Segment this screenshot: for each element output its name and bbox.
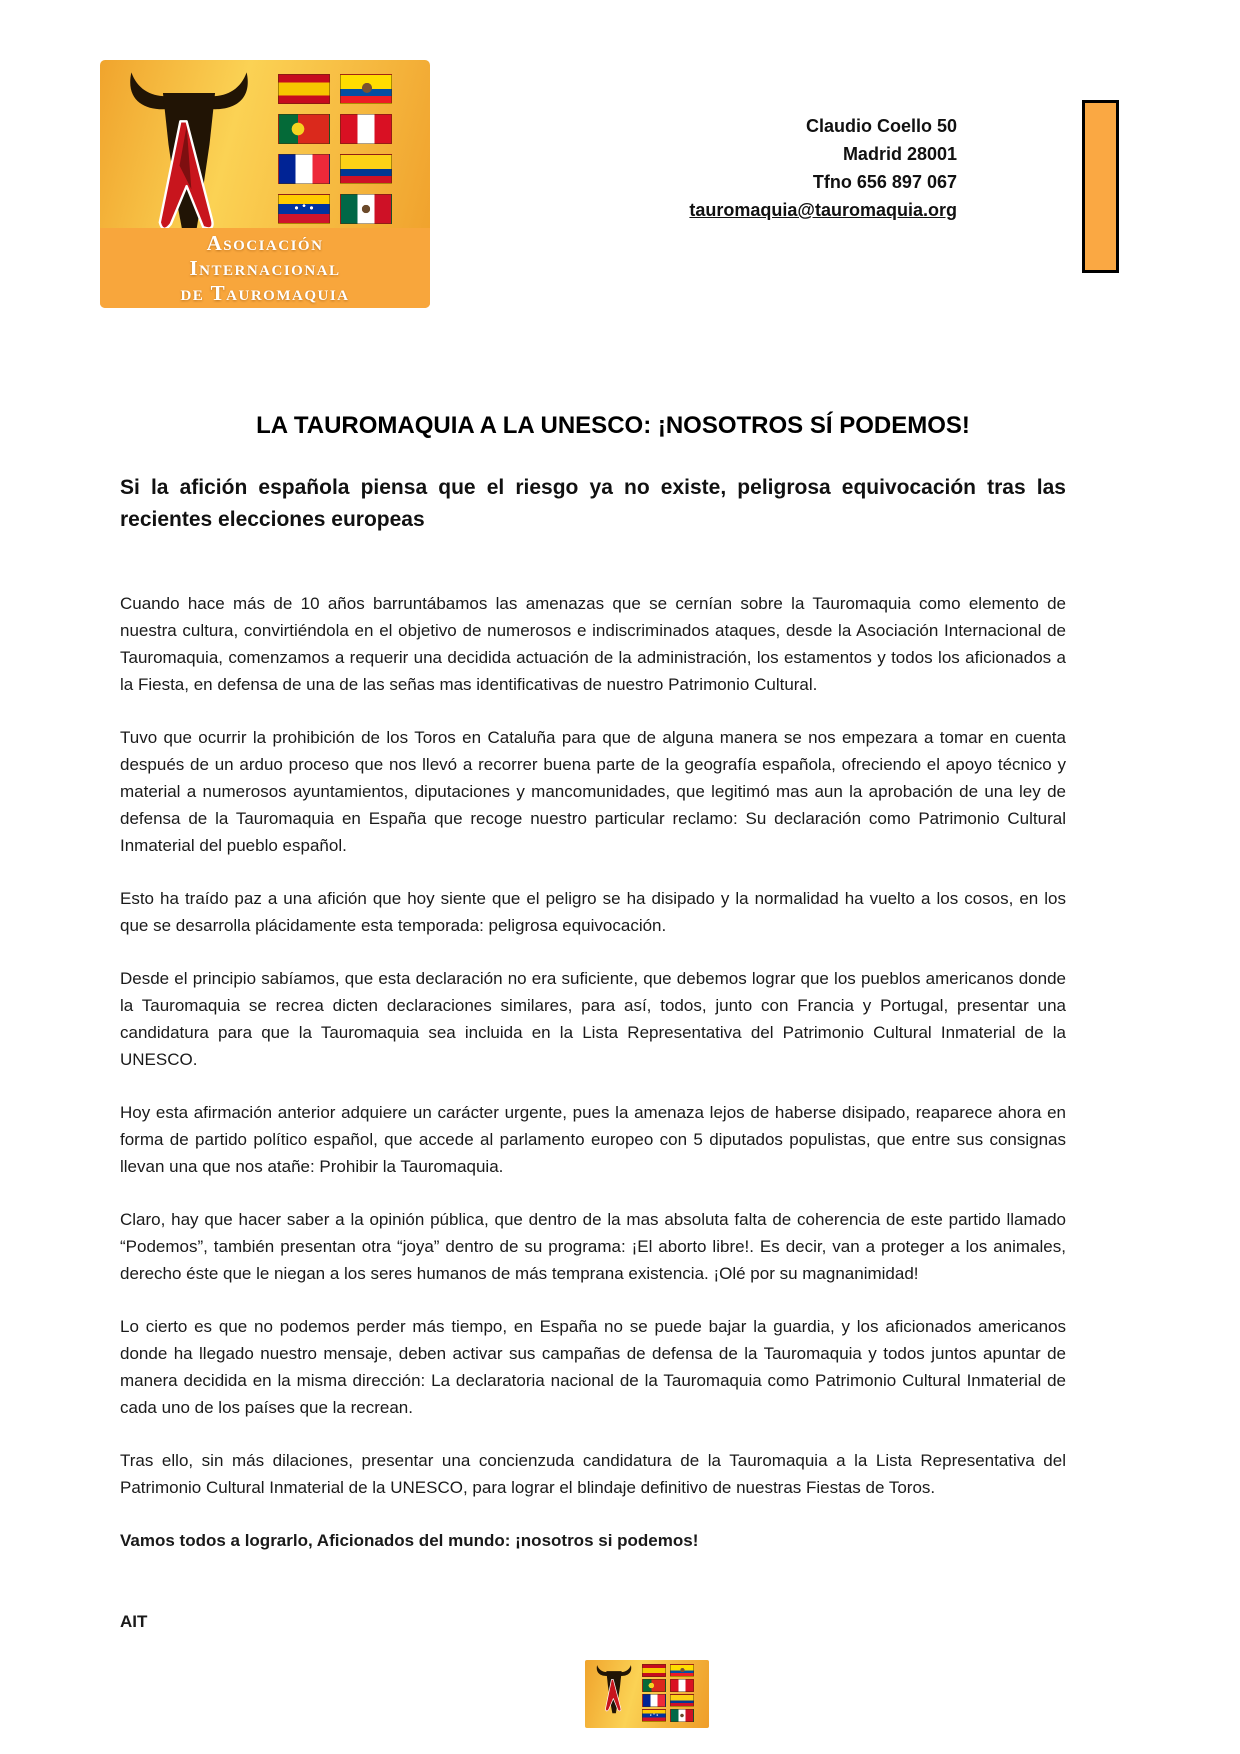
document-subtitle: Si la afición española piensa que el riesgo ya no existe, peligrosa equivocación tras las recientes elecciones europeas bbox=[120, 476, 1066, 531]
contact-address-line2: Madrid 28001 bbox=[842, 144, 957, 164]
contact-email-link[interactable]: tauromaquia@tauromaquia.org bbox=[689, 200, 957, 220]
bull-and-cape-icon bbox=[100, 60, 278, 228]
body-paragraph-1: Cuando hace más de 10 años barruntábamos las amenazas que se cernían sobre la Tauromaquia como elemento de nuestra cultura, convirtiéndola en el objetivo de numerosos e indiscriminados ataques, desde la Asociación Internacional de Tauromaquia, comenzamos a requerir una decidida actuación de la administración, los estamentos y todos los aficionados a la Fiesta, en defensa de una de las señas mas identificativas de nuestro Patrimonio Cultural. bbox=[120, 594, 1066, 694]
footer-mini-logo bbox=[585, 1660, 709, 1728]
association-logo bbox=[100, 60, 430, 308]
org-name-line-1: Asociación bbox=[206, 230, 324, 255]
flag-spain-icon bbox=[278, 74, 330, 104]
flag-peru-icon bbox=[340, 114, 392, 144]
flag-mexico-icon bbox=[670, 1709, 694, 1722]
flag-france-icon bbox=[278, 154, 330, 184]
body-paragraph-2: Tuvo que ocurrir la prohibición de los Toros en Cataluña para que de alguna manera se nos empezara a tomar en cuenta después de un arduo proceso que nos llevó a recorrer buena parte de la geografía española, ofreciendo el apoyo técnico y material a numerosos ayuntamientos, diputaciones y mancomunidades, que legitimó mas aun la aprobación de una ley de defensa de la Tauromaquia en España que recoge nuestro particular reclamo: Su declaración como Patrimonio Cultural Inmaterial del pueblo español. bbox=[120, 728, 1066, 855]
flag-france-icon bbox=[642, 1694, 666, 1707]
org-name-line-3: de Tauromaquia bbox=[180, 280, 350, 305]
document-body bbox=[120, 412, 1066, 1649]
flag-ecuador-icon bbox=[340, 74, 392, 104]
flag-spain-icon bbox=[642, 1664, 666, 1677]
flag-portugal-icon bbox=[642, 1679, 666, 1692]
contact-phone: Tfno 656 897 067 bbox=[812, 172, 957, 192]
flag-peru-icon bbox=[670, 1679, 694, 1692]
document-title: LA TAUROMAQUIA A LA UNESCO: ¡NOSOTROS SÍ PODEMOS! bbox=[256, 412, 970, 439]
member-flags-grid bbox=[278, 60, 430, 228]
logo-name-band bbox=[100, 228, 430, 308]
flag-venezuela-icon bbox=[278, 194, 330, 224]
member-flags-grid-small bbox=[642, 1660, 709, 1728]
body-paragraph-7: Lo cierto es que no podemos perder más tiempo, en España no se puede bajar la guardia, y los aficionados americanos donde ha llegado nuestro mensaje, deben activar sus campañas de defensa de la Tauromaquia y todos juntos apuntar de manera decidida en la misma dirección: La declaratoria nacional de la Tauromaquia como Patrimonio Cultural Inmaterial de cada uno de los países que la recrean. bbox=[120, 1317, 1066, 1417]
flag-mexico-icon bbox=[340, 194, 392, 224]
signature: AIT bbox=[120, 1612, 148, 1631]
bull-icon bbox=[592, 1663, 636, 1721]
contact-block bbox=[689, 112, 957, 224]
body-paragraph-3: Esto ha traído paz a una afición que hoy siente que el peligro se ha disipado y la normalidad ha vuelto a los cosos, en los que se desarrolla plácidamente esta temporada: peligrosa equivocación. bbox=[120, 889, 1066, 935]
org-name-line-2: Internacional bbox=[189, 255, 341, 280]
flag-colombia-icon bbox=[340, 154, 392, 184]
flag-venezuela-icon bbox=[642, 1709, 666, 1722]
flag-ecuador-icon bbox=[670, 1664, 694, 1677]
logo-artwork bbox=[100, 60, 430, 228]
flag-colombia-icon bbox=[670, 1694, 694, 1707]
body-paragraph-6: Claro, hay que hacer saber a la opinión pública, que dentro de la mas absoluta falta de coherencia de este partido llamado “Podemos”, también presentan otra “joya” dentro de su programa: ¡El aborto libre!. Es decir, van a proteger a los animales, derecho éste que le niegan a los seres humanos de más temprana existencia. ¡Olé por su magnanimidad! bbox=[120, 1210, 1066, 1283]
contact-address-line1: Claudio Coello 50 bbox=[805, 116, 957, 136]
orange-accent-bar bbox=[1082, 100, 1119, 273]
body-paragraph-5: Hoy esta afirmación anterior adquiere un carácter urgente, pues la amenaza lejos de haberse disipado, reaparece ahora en forma de partido político español, que accede al parlamento europeo con 5 diputados populistas, que entre sus consignas llevan una que nos atañe: Prohibir la Tauromaquia. bbox=[120, 1103, 1066, 1176]
closing-line: Vamos todos a lograrlo, Aficionados del mundo: ¡nosotros si podemos! bbox=[120, 1531, 699, 1550]
bull-icon-small bbox=[585, 1660, 642, 1728]
body-paragraph-8: Tras ello, sin más dilaciones, presentar una concienzuda candidatura de la Tauromaquia a la Lista Representativa del Patrimonio Cultural Inmaterial de la UNESCO, para lograr el blindaje definitivo de nuestras Fiestas de Toros. bbox=[120, 1451, 1066, 1497]
flag-portugal-icon bbox=[278, 114, 330, 144]
body-paragraph-4: Desde el principio sabíamos, que esta declaración no era suficiente, que debemos lograr que los pueblos americanos donde la Tauromaquia se recrea dicten declaraciones similares, para así, todos, junto con Francia y Portugal, presentar una candidatura para que la Tauromaquia sea incluida en la Lista Representativa del Patrimonio Cultural Inmaterial de la UNESCO. bbox=[120, 969, 1066, 1069]
